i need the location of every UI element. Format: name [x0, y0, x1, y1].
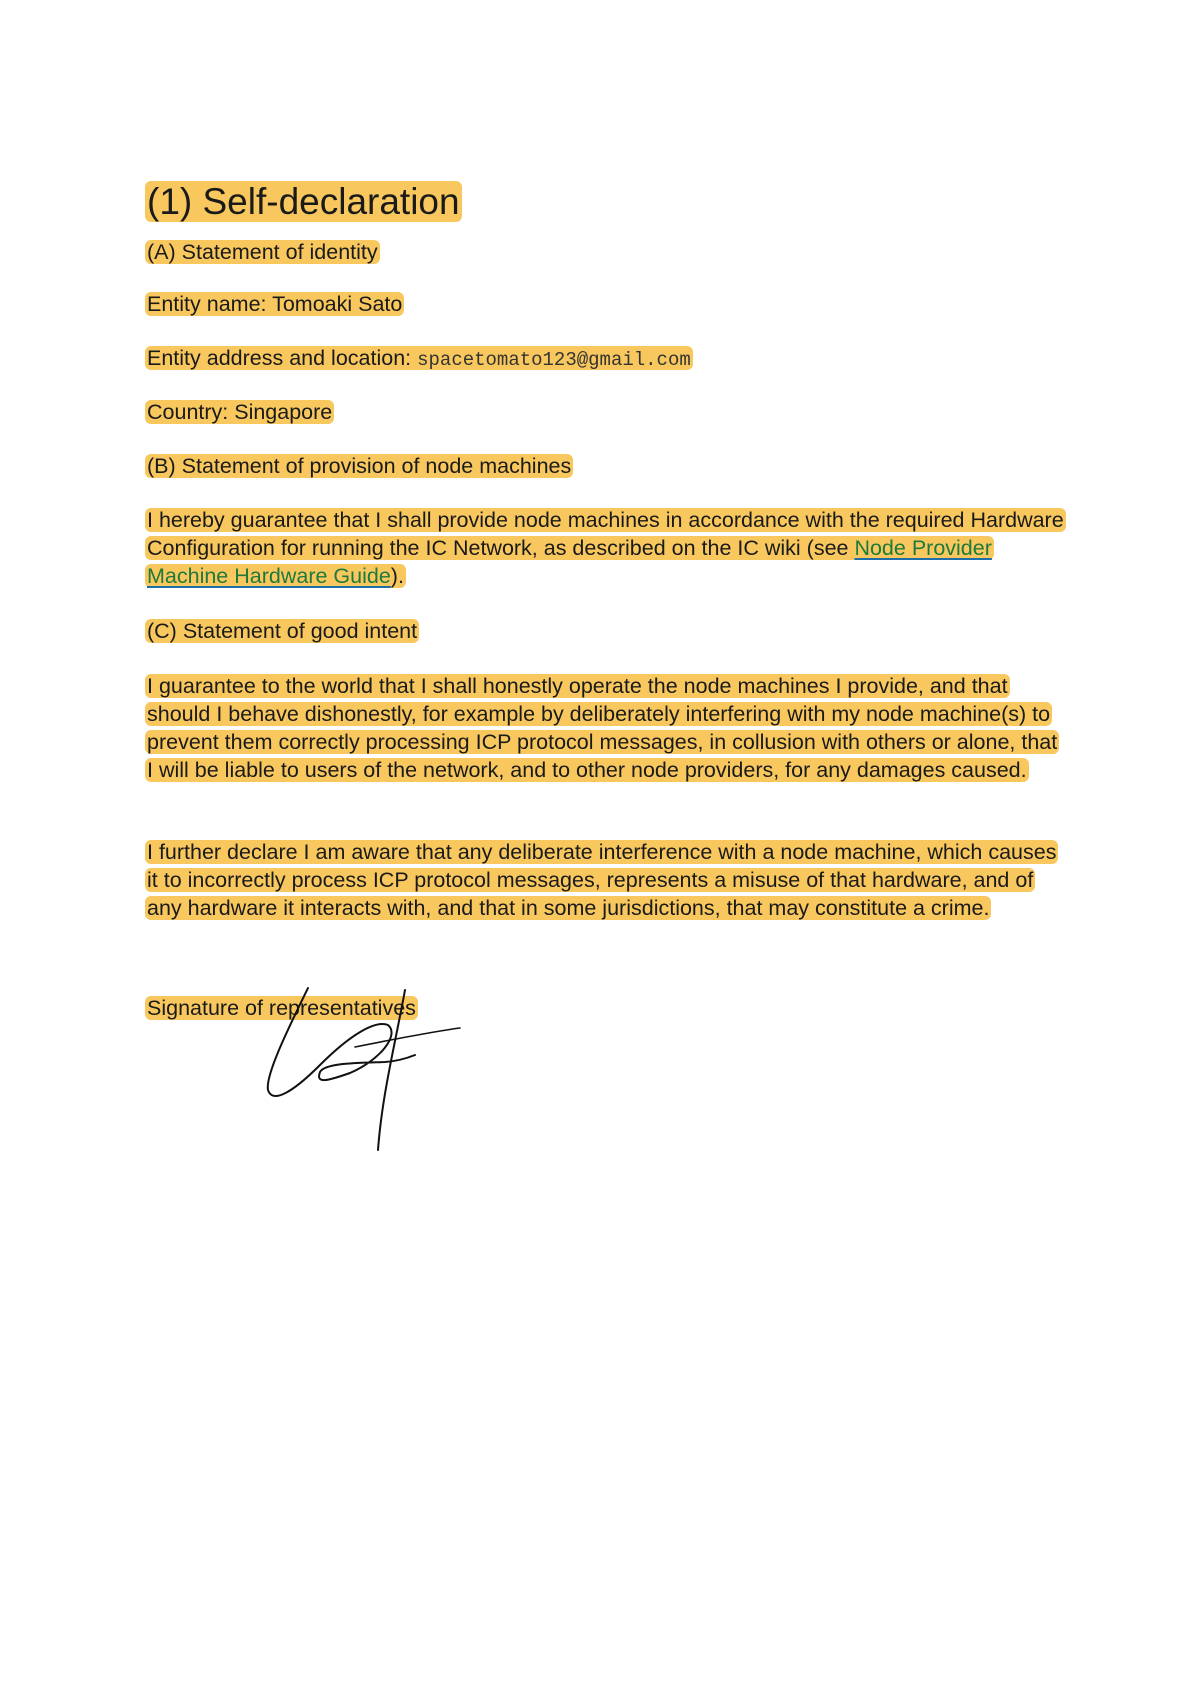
entity-name-label: Entity name:: [147, 292, 273, 316]
good-intent-paragraph-2: I further declare I am aware that any deliberate interference with a node machine, which causes it to incorrectly process ICP protocol messages, represents a misuse of that hardware, and of any hardware it interacts with, and that in some jurisdictions, that may constitute a crime.: [147, 840, 1057, 920]
signature-icon: [260, 985, 480, 1165]
signature-label: Signature of representatives: [147, 996, 416, 1020]
page-title: [145, 180, 462, 224]
country-line: [145, 398, 334, 426]
entity-address-line: [145, 344, 693, 374]
section-b-text-end: ).: [390, 564, 404, 588]
section-b-text: I hereby guarantee that I shall provide node machines in accordance with the required Hardware Configuration for running the IC Network, as described on the IC wiki (see: [147, 508, 1064, 560]
entity-name-line: [145, 290, 404, 318]
good-intent-paragraph-1: I guarantee to the world that I shall honestly operate the node machines I provide, and that should I behave dishonestly, for example by deliberately interfering with my node machine(s) to prevent them correctly processing ICP protocol messages, in collusion with others or alone, that I will be liable to users of the network, and to other node providers, for any damages caused.: [147, 674, 1058, 782]
section-b-heading: (B) Statement of provision of node machines: [147, 454, 572, 478]
country-value: Singapore: [234, 400, 333, 424]
title-text: (1) Self-declaration: [147, 181, 460, 222]
entity-address-label: Entity address and location:: [147, 346, 418, 370]
section-c-heading: (C) Statement of good intent: [147, 619, 418, 643]
section-b-body: [145, 506, 1065, 590]
section-a-heading: (A) Statement of identity: [147, 240, 378, 264]
country-label: Country:: [147, 400, 235, 424]
entity-name-value: Tomoaki Sato: [272, 292, 403, 316]
entity-address-value: spacetomato123@gmail.com: [417, 349, 691, 371]
hardware-guide-link[interactable]: Node Provider Machine Hardware Guide: [147, 536, 992, 588]
